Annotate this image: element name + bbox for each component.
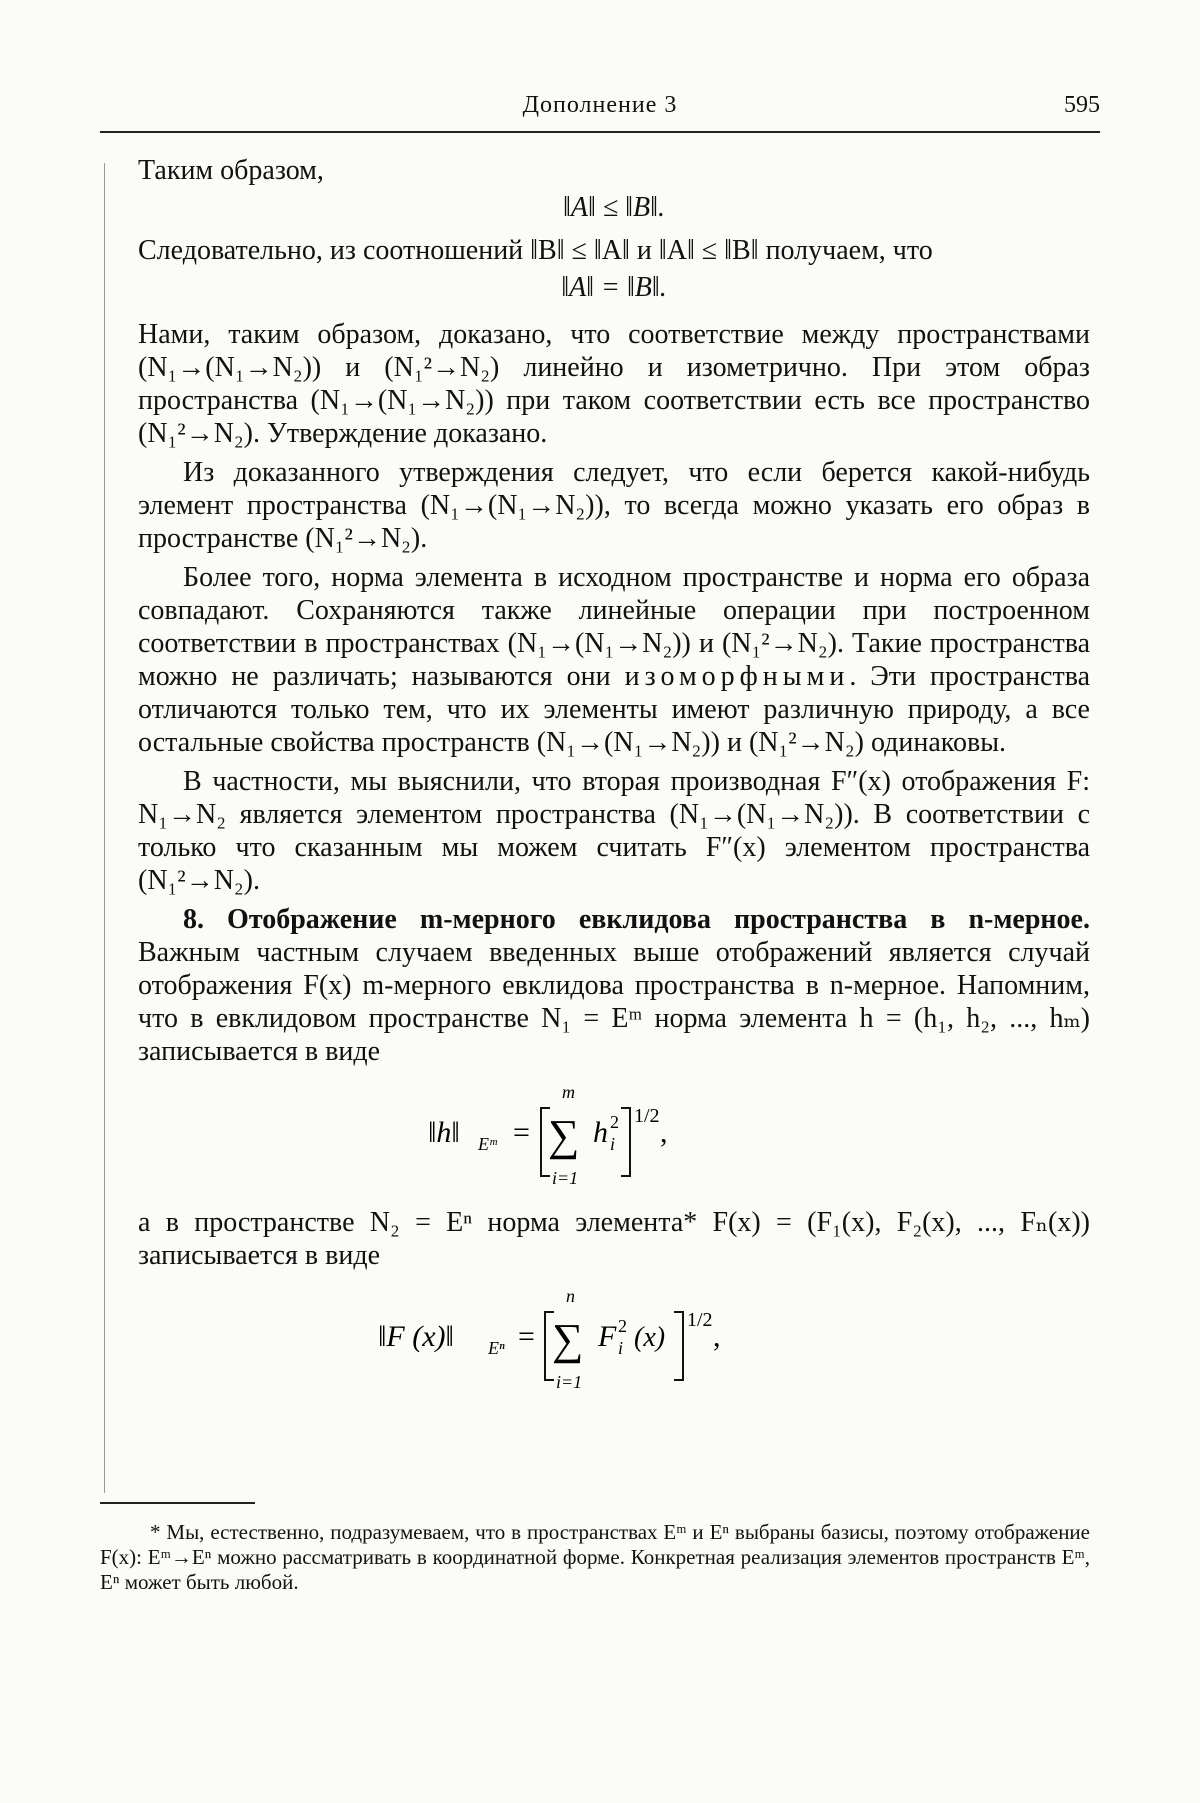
paragraph-isometry: Нами, таким образом, доказано, что соответствие между пространствами (N₁→(N₁→N₂)) и (N₁²→N₂) линейно и изометрично. При этом образ пространства (N₁→(N₁→N₂)) при таком соответствии есть все пространство (N₁²→N₂). Утверждение доказано. — [138, 319, 1090, 449]
paragraph-section-8 — [138, 903, 1090, 1068]
formula-norm-en — [138, 1288, 1090, 1392]
formula-norm-inequality: ‖A‖ ≤ ‖B‖. — [562, 192, 666, 223]
section-text: Важным частным случаем введенных выше отображений является случай отображения F(x) m-мерного евклидова пространства в n-мерное. Напомним, что в евклидовом пространстве N₁ = Eᵐ норма элемента h = (h₁, h₂, ..., hₘ) записывается в виде — [138, 937, 1090, 1067]
term: F — [598, 1320, 617, 1353]
lhs: ‖F (x)‖ — [378, 1320, 454, 1353]
lhs: ‖h‖ — [428, 1116, 460, 1149]
term-sub: i — [610, 1134, 616, 1154]
isomorphic-term: изоморфными — [624, 661, 850, 692]
formula-norm-em-svg — [138, 1084, 1090, 1188]
sigma: ∑ — [552, 1315, 584, 1364]
power: 1/2 — [634, 1105, 660, 1127]
page-header — [100, 86, 1100, 126]
equals: = — [518, 1320, 535, 1353]
section-heading: 8. Отображение m-мерного евклидова пространства в n-мерное. — [183, 904, 1090, 935]
sum-upper: n — [566, 1288, 575, 1306]
running-title: Дополнение 3 — [522, 92, 678, 118]
formula-norm-em — [138, 1084, 1090, 1188]
term-sup: 2 — [610, 1112, 619, 1132]
paragraph-consequently: Следовательно, из соотношений ‖B‖ ≤ ‖A‖ и ‖A‖ ≤ ‖B‖ получаем, что — [138, 235, 933, 266]
right-bracket — [621, 1108, 630, 1176]
sum-lower: i=1 — [556, 1372, 583, 1392]
paragraph-second-derivative: В частности, мы выяснили, что вторая производная F″(x) отображения F: N₁→N₂ является элементом пространства (N₁→(N₁→N₂)). В соответствии с только что сказанным мы можем считать F″(x) элементом пространства (N₁²→N₂). — [138, 766, 1090, 896]
term-sup: 2 — [618, 1316, 627, 1336]
paragraph-image: Из доказанного утверждения следует, что если берется какой-нибудь элемент пространства (N₁→(N₁→N₂)), то всегда можно указать его образ в пространстве (N₁²→N₂). — [138, 457, 1090, 554]
term: h — [593, 1116, 608, 1149]
sum-upper: m — [562, 1084, 575, 1102]
page-number: 595 — [1064, 92, 1100, 118]
main-text — [138, 154, 1090, 1410]
formula-norm-equality: ‖A‖ = ‖B‖. — [561, 272, 667, 303]
formula-norm-en-svg — [138, 1288, 1090, 1392]
tail: , — [660, 1116, 668, 1149]
footnote-rule — [100, 1502, 255, 1504]
lhs-sub: Eᵐ — [478, 1134, 497, 1154]
header-rule — [100, 131, 1100, 133]
paragraph-intro: Таким образом, — [138, 155, 324, 186]
tail: , — [713, 1320, 721, 1353]
equals: = — [513, 1116, 530, 1149]
term-arg: (x) — [634, 1322, 666, 1353]
footnote — [100, 1520, 1090, 1595]
sum-lower: i=1 — [552, 1168, 579, 1188]
lhs-sub: Eⁿ — [488, 1338, 505, 1358]
margin-line — [104, 163, 105, 1493]
power: 1/2 — [687, 1309, 713, 1331]
right-bracket — [674, 1312, 683, 1380]
sigma: ∑ — [548, 1111, 580, 1160]
isomorphic-text-b: . Эти пространства отличаются только тем, что их элементы имеют различную природу, а все остальные свойства пространств (N₁→(N₁→N₂)) и (N₁²→N₂) одинаковы. — [138, 661, 1090, 758]
footnote-text: * Мы, естественно, подразумеваем, что в пространствах Eᵐ и Eⁿ выбраны базисы, поэтому отображение F(x): Eᵐ→Eⁿ можно рассматривать в координатной форме. Конкретная реализация элементов пространств Eᵐ, Eⁿ может быть любой. — [100, 1520, 1090, 1594]
term-sub: i — [618, 1338, 624, 1358]
paragraph-norm-en: а в пространстве N₂ = Eⁿ норма элемента* F(x) = (F₁(x), F₂(x), ..., Fₙ(x)) записывается в виде — [138, 1207, 1090, 1271]
isomorphic-text-a: Более того, норма элемента в исходном пространстве и норма его образа совпадают. Сохраняются также линейные операции при построенном соответствии в пространствах (N₁→(N₁→N₂)) и (N₁²→N₂). Такие пространства можно не различать; называются они — [138, 562, 1090, 692]
paragraph-isomorphic — [138, 561, 1090, 759]
